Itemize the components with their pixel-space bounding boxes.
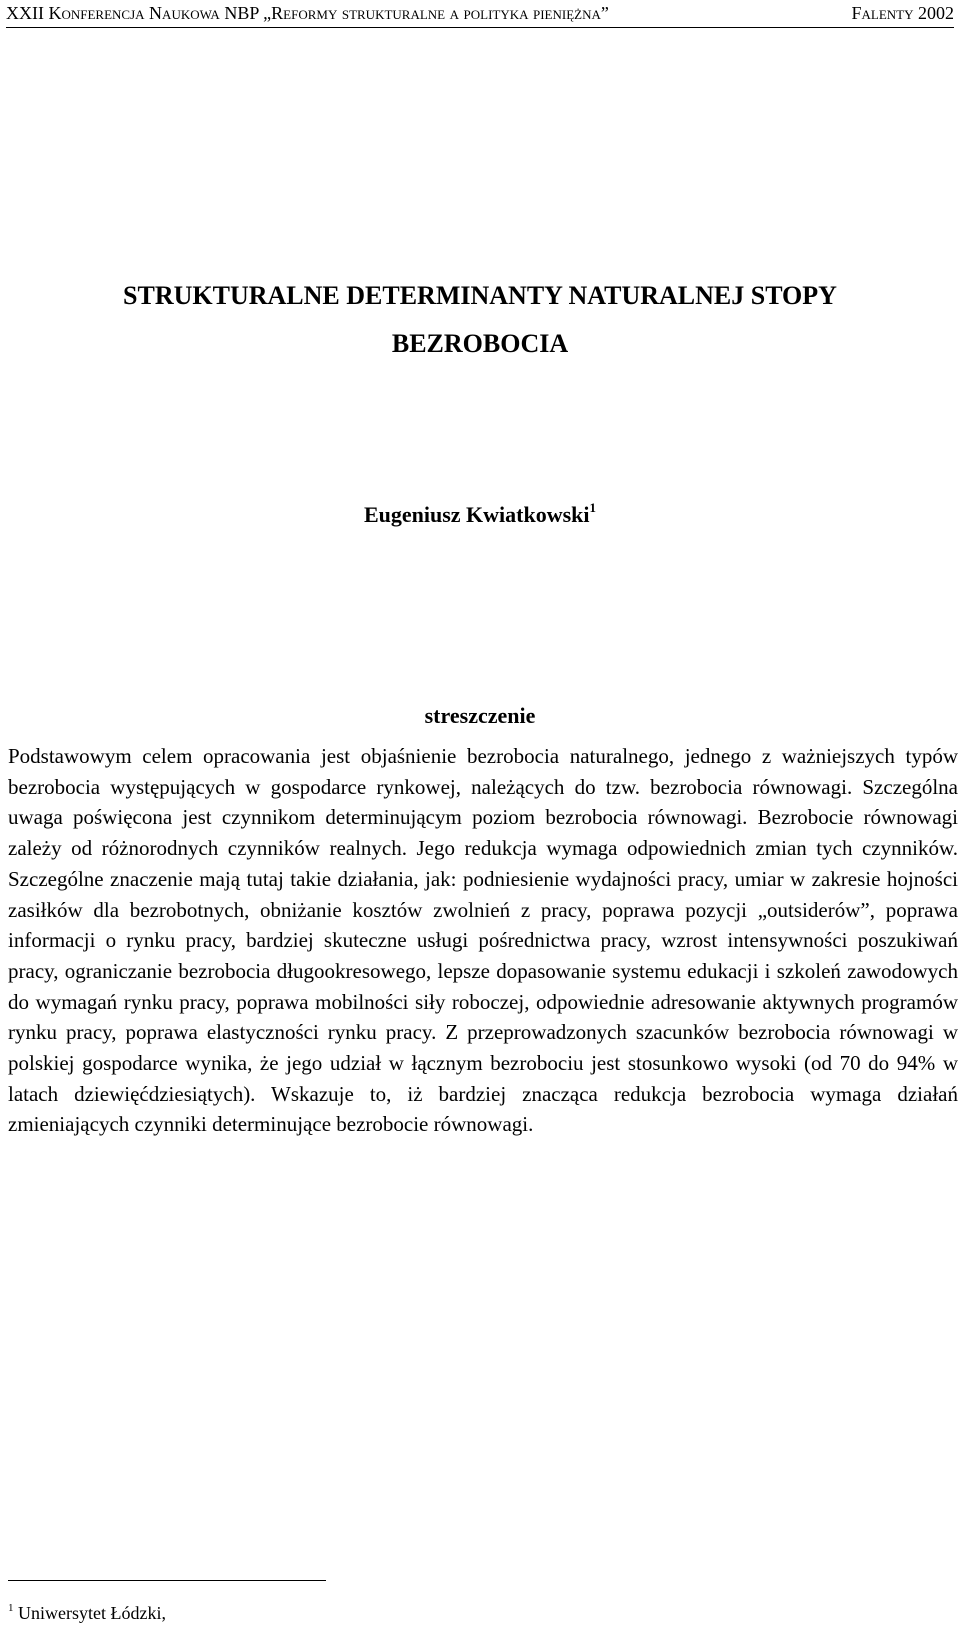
author bbox=[0, 500, 960, 528]
author-footnote-mark: 1 bbox=[589, 500, 597, 515]
abstract-text: Podstawowym celem opracowania jest objaśnienie bezrobocia naturalnego, jednego z ważniejszych typów bezrobocia występujących w gospodarce rynkowej, należących do tzw. bezrobocia równowagi. Szczególna uwaga poświęcona jest czynnikom determinującym poziom bezrobocia równowagi. Bezrobocie równowagi zależy od różnorodnych czynników realnych. Jego redukcja wymaga odpowiednich zmian tych czynników. Szczególne znaczenie mają tutaj takie działania, jak: podniesienie wydajności pracy, umiar w zakresie hojności zasiłków dla bezrobotnych, obniżanie kosztów zwolnień z pracy, poprawa pozycji „outsiderów”, poprawa informacji o rynku pracy, bardziej skuteczne usługi pośrednictwa pracy, wzrost intensywności poszukiwań pracy, ograniczanie bezrobocia długookresowego, lepsze dopasowanie systemu edukacji i szkoleń zawodowych do wymagań rynku pracy, poprawa mobilności siły roboczej, odpowiednie adresowanie aktywnych programów rynku pracy, poprawa elastyczności rynku pracy. Z przeprowadzonych szacunków bezrobocia równowagi w polskiej gospodarce wynika, że jego udział w łącznym bezrobociu jest stosunkowo wysoki (od 70 do 94% w latach dziewięćdziesiątych). Wskazuje to, iż bardziej znacząca redukcja bezrobocia wymaga działań zmieniających czynniki determinujące bezrobocie równowagi. bbox=[8, 744, 958, 1137]
footnote-mark: 1 bbox=[8, 1602, 14, 1614]
running-header-conference: XXII Konferencja Naukowa NBP „Reformy strukturalne a polityka pieniężna” bbox=[6, 3, 609, 23]
footnote bbox=[8, 1597, 166, 1624]
paper-title bbox=[0, 272, 960, 368]
paper-title-line-2: BEZROBOCIA bbox=[391, 329, 569, 358]
author-name: Eugeniusz Kwiatkowski bbox=[363, 502, 590, 527]
paper-title-line-1: STRUKTURALNE DETERMINANTY NATURALNEJ STOPY bbox=[123, 281, 837, 310]
abstract-heading: streszczenie bbox=[424, 703, 536, 728]
running-header bbox=[6, 2, 954, 28]
footnote-text: Uniwersytet Łódzki, bbox=[18, 1603, 166, 1623]
footnote-separator bbox=[8, 1580, 326, 1581]
running-header-date: Falenty 2002 bbox=[851, 3, 954, 23]
